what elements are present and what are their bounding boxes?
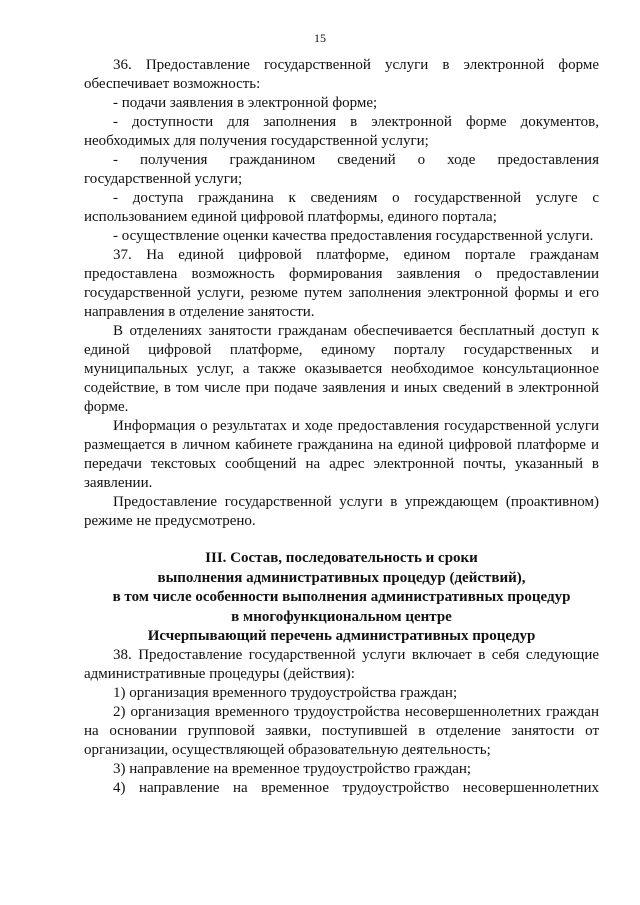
list-item-access-info: - доступа гражданина к сведениям о государственной услуге с использованием единой цифровой платформы, единого портала; — [84, 190, 599, 225]
sub-heading: Исчерпывающий перечень административных процедур — [147, 628, 536, 644]
paragraph-proactive-mode: Предоставление государственной услуги в упреждающем (проактивном) режиме не предусмотрено. — [84, 494, 599, 529]
paragraph-results-info: Информация о результатах и ходе предоставления государственной услуги размещается в личном кабинете гражданина на единой цифровой платформе и передачи текстовых сообщений на адрес электронной почты, указанный в заявлении. — [84, 418, 599, 491]
paragraph-37: 37. На единой цифровой платформе, едином портале гражданам предоставлена возможность формирования заявления о предоставлении государственной услуги, резюме путем заполнения электронной формы и его направления в отделение занятости. — [84, 247, 599, 320]
section-heading-line-3: в том числе особенности выполнения административных процедур — [112, 589, 571, 605]
list-item-documents-availability: - доступности для заполнения в электронной форме документов, необходимых для получения государственной услуги; — [84, 114, 599, 149]
section-heading — [84, 549, 599, 627]
page-number: 15 — [314, 31, 326, 45]
procedure-item-4: 4) направление на временное трудоустройство несовершеннолетних — [113, 780, 599, 796]
procedure-item-1: 1) организация временного трудоустройства граждан; — [113, 685, 458, 701]
procedure-item-3: 3) направление на временное трудоустройство граждан; — [113, 761, 472, 777]
document-body — [84, 56, 599, 798]
section-heading-line-2: выполнения административных процедур (действий), — [157, 569, 526, 586]
paragraph-38: 38. Предоставление государственной услуги включает в себя следующие административные процедуры (действия): — [84, 647, 599, 682]
list-item-electronic-application: - подачи заявления в электронной форме; — [113, 95, 378, 111]
procedure-item-2: 2) организация временного трудоустройства несовершеннолетних граждан на основании групповой заявки, поступившей в отделение занятости от организации, осуществляющей образовательную деятельность; — [84, 704, 599, 758]
paragraph-free-access: В отделениях занятости гражданам обеспечивается бесплатный доступ к единой цифровой платформе, единому порталу государственных и муниципальных услуг, а также оказывается необходимое консультационное содействие, в том числе при подаче заявления и иных сведений в электронной форме. — [84, 323, 599, 415]
section-heading-line-4: в многофункциональном центре — [231, 608, 452, 625]
list-item-quality-assessment: - осуществление оценки качества предоставления государственной услуги. — [113, 228, 594, 244]
paragraph-36: 36. Предоставление государственной услуги в электронной форме обеспечивает возможность: — [84, 57, 599, 92]
section-heading-line-1: III. Состав, последовательность и сроки — [205, 550, 478, 566]
list-item-progress-info: - получения гражданином сведений о ходе предоставления государственной услуги; — [84, 152, 599, 187]
